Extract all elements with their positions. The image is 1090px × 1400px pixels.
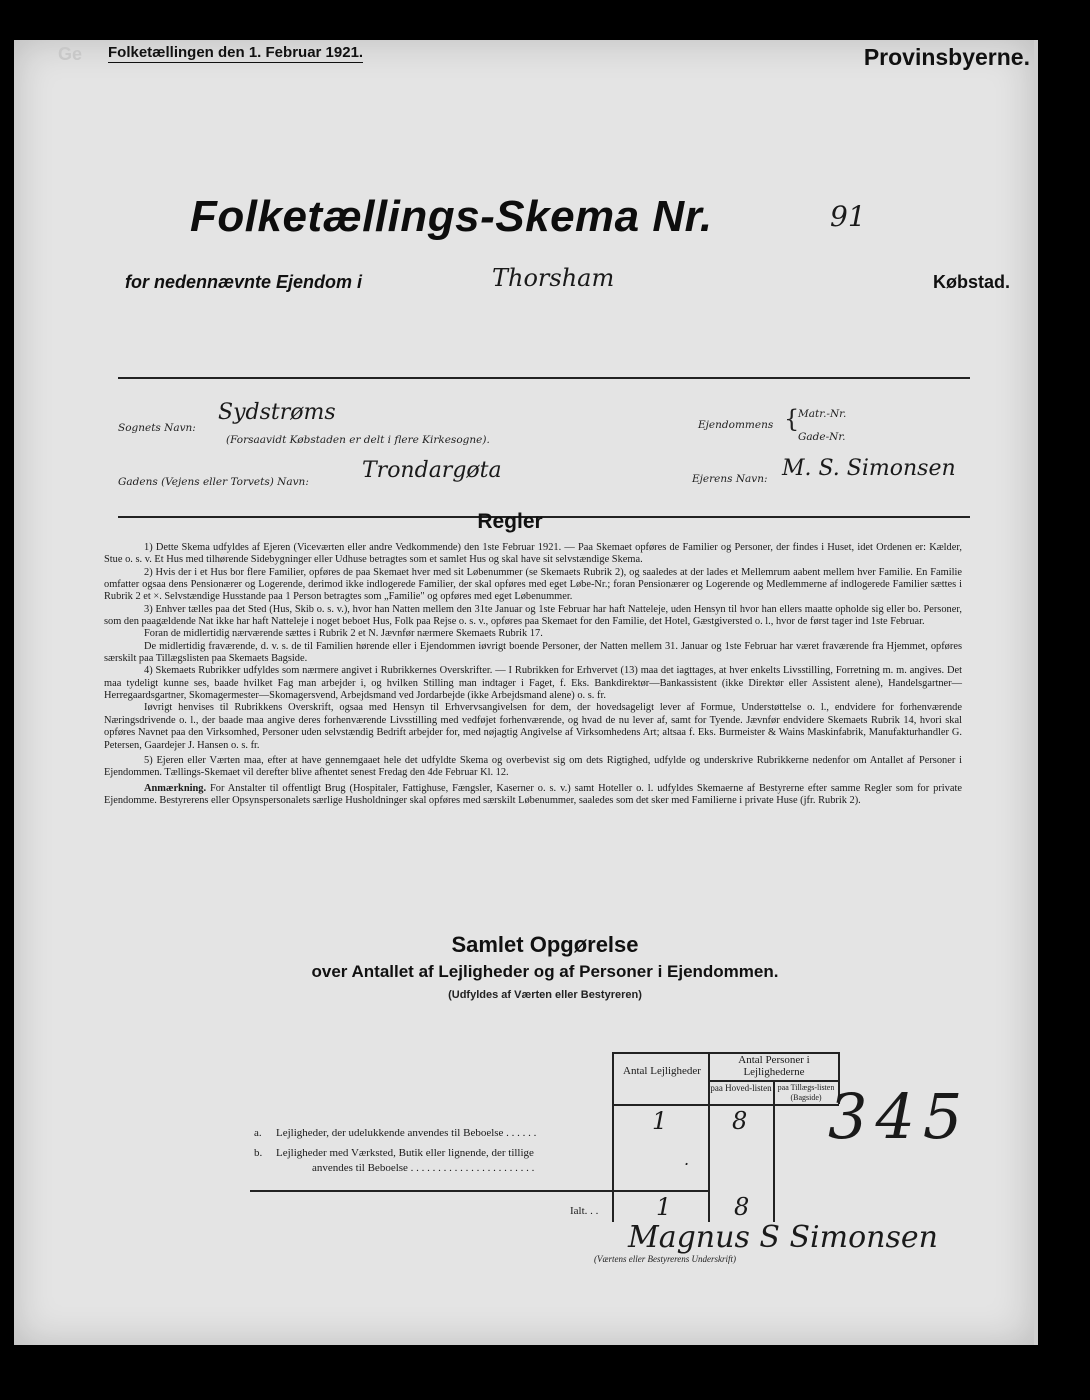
town-handwritten: Thorsham — [492, 264, 615, 292]
table-total-border — [250, 1190, 710, 1192]
faded-stamp: Ge — [58, 44, 83, 64]
row-b-label-1: Lejligheder med Værksted, Butik eller lignende, der tillige — [276, 1147, 534, 1159]
ejer-label: Ejerens Navn: — [692, 473, 768, 485]
col-hoved-header: paa Hoved-listen — [710, 1083, 772, 1093]
rule-3: 3) Enhver tælles paa det Sted (Hus, Skib o. s. v.), hvor han Natten mellem den 31te Januar og 1ste Februar har haft Natteleje, uden Hensyn til hvor han ellers maatte opholde sig eller bo. Personer, som den paagældende Nat ikke har haft Natteleje i noget beboet Hus, Folk paa Rejse o. s. v., opføres paa Skemaet for den Familie, det Hotel, Gæstgiversted o. l., hvor de først tager ind 1ste Februar. — [104, 603, 962, 628]
rules-title: Regler — [477, 510, 543, 533]
rules-text — [104, 542, 962, 807]
gade-label: Gadens (Vejens eller Torvets) Navn: — [118, 476, 309, 488]
brace: { — [784, 405, 800, 433]
rule-2: 2) Hvis der i et Hus bor flere Familier, opføres de paa Skemaet hver med sit Løbenummer (se Skemaets Rubrik 2), og saaledes at der lades et Mellemrum aabent mellem hver Familie. En Familie omfatter ogsaa dens Pensionærer og Logerende, derimod ikke indlogerede Familier, der skal opføres med eget Løbe-Nr.; foran Pensionærer og Logerende og Medlemmerne af indlogerede Familier sættes i Rubrik 2 et ×. Selvstændige Husstande paa 1 Person betragtes som „Familie" og opføres med eget Løbenummer. — [104, 566, 962, 603]
sogn-label: Sognets Navn: — [118, 422, 196, 434]
summary-note: (Udfyldes af Værten eller Bestyreren) — [448, 989, 642, 1001]
matr-label: Matr.-Nr. — [798, 408, 847, 420]
remark-text: For Anstalter til offentligt Brug (Hospitaler, Fattighuse, Fængsler, Kaserner o. s. v.) samt Hoteller o. l. udfyldes Skemaerne af Bestyrerne efter samme Regler som for private Ejendomme. Bestyrerens eller Opsynspersonalets særlige Husholdninger skal opføres med særskilt Løbenummer, saaledes som det sker med Familierne i private Huse (jfr. Rubrik 2). — [104, 782, 962, 806]
a-antal-value: 1 — [652, 1107, 668, 1135]
b-antal-value: . — [684, 1150, 690, 1169]
rule-4b: Iøvrigt henvises til Rubrikkens Overskrift, ogsaa med Hensyn til Erhvervsangivelsen for dem, der hovedsageligt lever af Formue, Understøttelse o. l., endvidere for forhenværende Næringsdrivende o. l., der baade maa angive deres forhenværende Livsstilling med vedføjet forhenværende, og hvad de nu lever af, samt for Tyende. Jævnfør endvidere Skemaets Rubrik 14, hvori skal opføres Navnet paa den Virksomhed, Personer uden selvstændig Bedrift arbejder for, med nøjagtig Angivelse af Virksomhedens Art; altsaa f. Eks. Burmeister & Wains Maskinfabrik, Manufakturhandler G. Petersen, Gaardejer J. Hansen o. s. fr. — [104, 702, 962, 751]
host-signature: Magnus S Simonsen — [628, 1220, 938, 1255]
divider-top — [118, 377, 970, 379]
sogn-note: (Forsaavidt Købstaden er delt i flere Kirkesogne). — [226, 434, 490, 446]
col-antal-header: Antal Lejligheder — [623, 1065, 701, 1077]
region-label: Provinsbyerne. — [863, 44, 1030, 70]
row-a-label: Lejligheder, der udelukkende anvendes til Beboelse . . . . . . — [276, 1127, 537, 1139]
summary-subtitle: over Antallet af Lejligheder og af Personer i Ejendommen. — [311, 962, 779, 981]
row-b-letter: b. — [254, 1147, 263, 1159]
table-vline-1 — [612, 1052, 614, 1222]
col-personer-header: Antal Personer i Lejlighederne — [738, 1054, 810, 1078]
table-vline-2 — [708, 1052, 710, 1222]
row-a-letter: a. — [254, 1127, 262, 1139]
total-hoved-value: 8 — [734, 1193, 750, 1221]
ejer-value: M. S. Simonsen — [782, 456, 956, 481]
property-line-label: for nedennævnte Ejendom i — [125, 272, 363, 292]
form-title: Folketællings-Skema Nr. — [190, 192, 713, 241]
rule-4: 4) Skemaets Rubrikker udfyldes som nærmere angivet i Rubrikkernes Overskrifter. — I Rubrikken for Erhvervet (13) maa det iagttages, at hver enkelts Livsstilling, Forretning m. m. angives. Det maa tydeligt kunne ses, baade hvilket Fag man arbejder i, og hvilken Stilling man indtager i Faget, f. Eks. Bankdirektør—Bankassistent (ikke Direktør eller Assistent alene), Handelsgartner—Herregaardsgartner, Skomagermester—Skomagersvend, Arbejdsmand ved Jordarbejde (ikke Arbejdsmand alene) o. s. fr. — [104, 665, 962, 702]
rule-5: 5) Ejeren eller Værten maa, efter at have gennemgaaet hele det udfyldte Skema og overbevist sig om dets Rigtighed, udfylde og underskrive Rubrikkerne nedenfor om Antallet af Personer i Ejendommen. Tællings-Skemaet vil derefter blive afhentet senest Fredag den 4de Februar Kl. 12. — [104, 754, 962, 779]
margin-handwritten-number: 345 — [828, 1080, 971, 1153]
gade-value: Trondargøta — [362, 458, 502, 483]
remark — [104, 783, 962, 808]
rule-3b: Foran de midlertidig nærværende sættes i Rubrik 2 et N. Jævnfør nærmere Skemaets Rubrik 17. — [144, 628, 543, 640]
ejendom-label: Ejendommens — [698, 419, 774, 431]
table-subheader-border — [708, 1080, 839, 1082]
gade-nr-label: Gade-Nr. — [798, 431, 846, 443]
row-b-label-2: anvendes til Beboelse . . . . . . . . . . . . . . . . . . . . . . . — [312, 1162, 535, 1174]
a-hoved-value: 8 — [732, 1107, 748, 1135]
summary-title: Samlet Opgørelse — [451, 932, 639, 957]
rule-3c: De midlertidig fraværende, d. v. s. de til Familien hørende eller i Ejendommen iøvrigt boende Personer, der Natten mellem 31. Januar og 1ste Februar har været fraværende fra Hjemmet, opføres særskilt paa Tillægslisten paa Skemaets Bagside. — [104, 640, 962, 665]
kobstad-label: Købstad. — [932, 272, 1010, 292]
total-antal-value: 1 — [656, 1193, 672, 1221]
table-header-border — [612, 1104, 839, 1106]
row-total-label: Ialt. . . — [570, 1205, 599, 1217]
signature-label: (Værtens eller Bestyrerens Underskrift) — [593, 1254, 737, 1264]
page-edge — [1034, 40, 1038, 1345]
census-date-line: Folketællingen den 1. Februar 1921. — [108, 44, 364, 61]
col-tillaeg-header: paa Tillægs-listen (Bagside) — [777, 1083, 835, 1102]
sogn-value: Sydstrøms — [218, 400, 336, 425]
remark-label: Anmærkning. — [144, 782, 207, 794]
rule-1: 1) Dette Skema udfyldes af Ejeren (Viceværten eller andre Vedkommende) den 1ste Februar 1921. — Paa Skemaet opføres de Familier og Personer, der findes i Huset, idet Ordenen er: Kælder, Stue o. s. v. Et Hus med tilhørende Sidebygninger eller Udhuse betragtes som et samlet Hus og skal have sit selvstændige Skema. — [104, 542, 962, 566]
form-number-handwritten: 91 — [830, 200, 866, 233]
